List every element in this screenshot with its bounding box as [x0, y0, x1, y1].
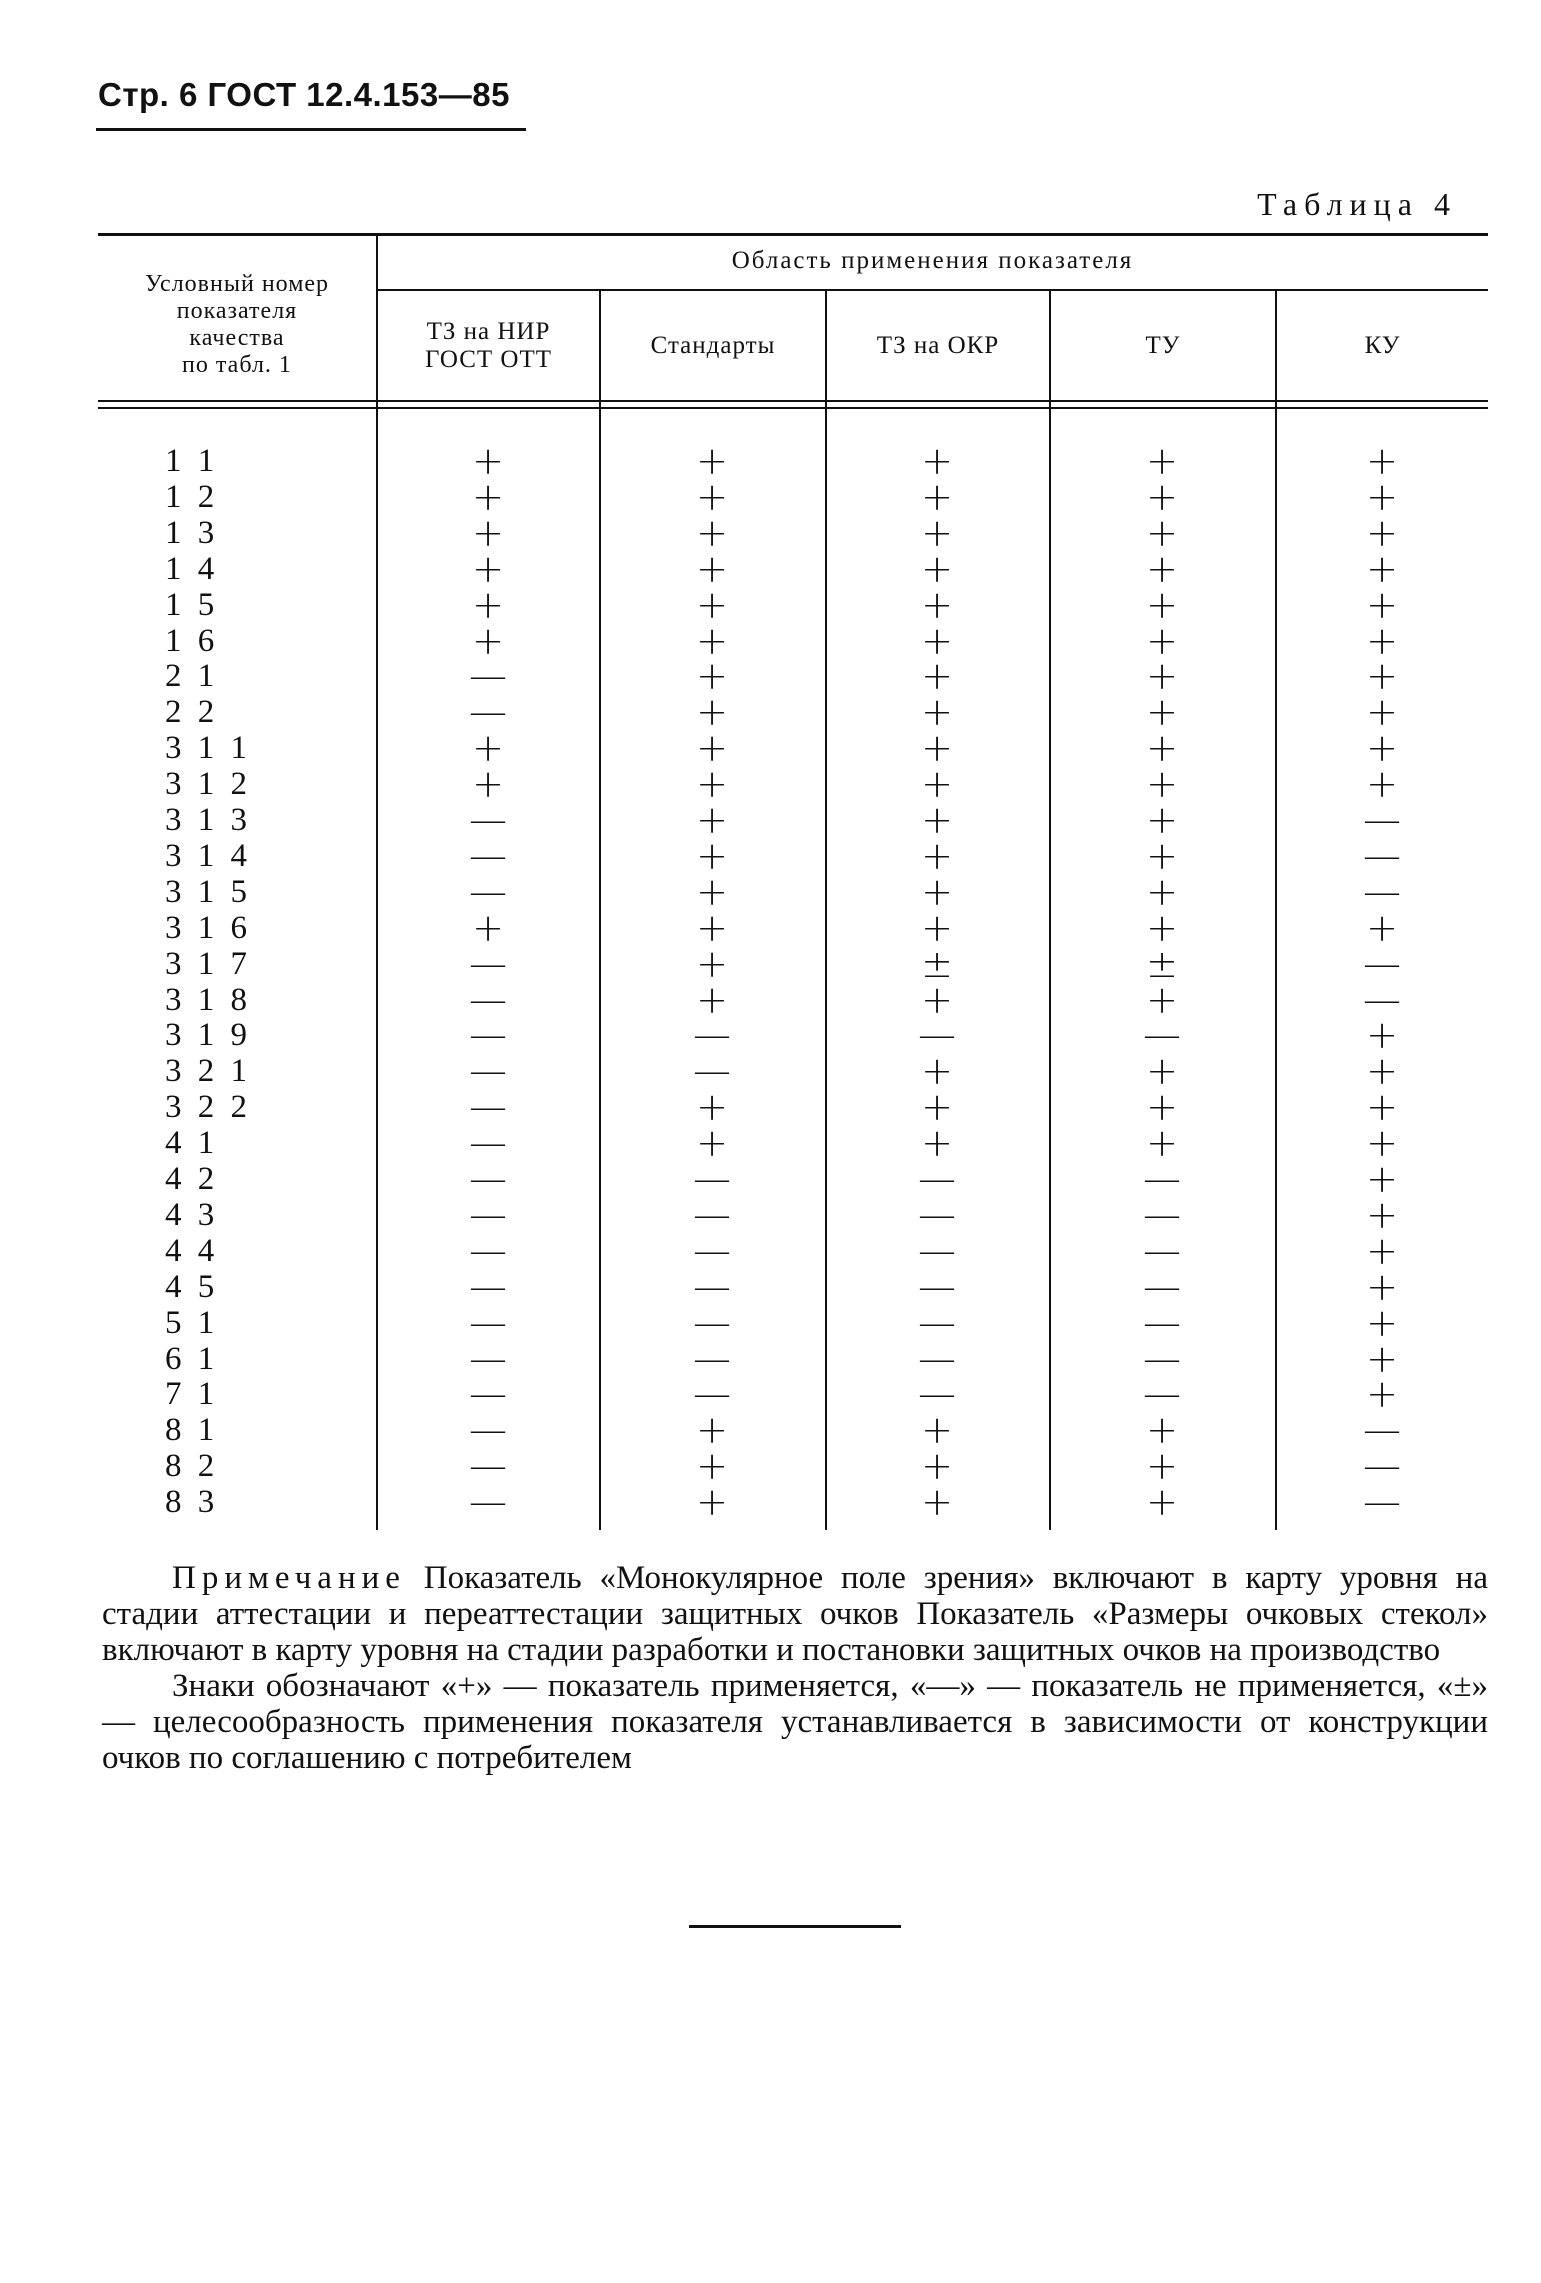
applicability-mark: — — [693, 1301, 731, 1345]
column-header-tz-okr: ТЗ на ОКР — [876, 332, 1000, 359]
applicability-mark: + — [472, 762, 504, 806]
applicability-mark: + — [1366, 619, 1398, 663]
row-number: 3 1 9 — [165, 1017, 251, 1053]
applicability-mark: — — [469, 1372, 507, 1416]
applicability-mark: — — [918, 1157, 956, 1201]
applicability-mark: + — [696, 762, 728, 806]
note-block — [102, 1560, 1488, 1776]
applicability-mark: — — [469, 798, 507, 842]
applicability-mark: + — [1146, 726, 1178, 770]
applicability-mark: + — [921, 511, 953, 555]
row-number: 4 5 — [165, 1269, 219, 1305]
row-number: 1 3 — [165, 515, 219, 551]
applicability-mark: — — [1363, 834, 1401, 878]
applicability-mark: + — [696, 583, 728, 627]
applicability-mark: — — [693, 1193, 731, 1237]
applicability-mark: + — [1366, 1337, 1398, 1381]
applicability-mark: — — [1143, 1157, 1181, 1201]
row-number: 3 1 2 — [165, 766, 251, 802]
applicability-mark: + — [921, 906, 953, 950]
applicability-mark: + — [921, 726, 953, 770]
row-number: 8 2 — [165, 1448, 219, 1484]
applicability-mark: + — [1366, 1049, 1398, 1093]
applicability-mark: — — [1363, 942, 1401, 986]
table-caption: Таблица 4 — [1257, 186, 1457, 222]
applicability-mark: + — [696, 978, 728, 1022]
applicability-mark: — — [1143, 1013, 1181, 1057]
applicability-mark: + — [1366, 1157, 1398, 1201]
applicability-mark: + — [921, 690, 953, 734]
row-number: 3 2 2 — [165, 1089, 251, 1125]
column-divider-1 — [599, 291, 601, 1530]
applicability-mark: + — [472, 439, 504, 483]
column-divider-4 — [1275, 291, 1277, 1530]
applicability-mark: ± — [1146, 942, 1178, 986]
applicability-mark: + — [921, 439, 953, 483]
applicability-mark: + — [921, 583, 953, 627]
applicability-mark: + — [1146, 439, 1178, 483]
applicability-mark: + — [921, 978, 953, 1022]
column-header-tz-nir: ТЗ на НИР ГОСТ ОТТ — [425, 318, 552, 373]
applicability-mark: + — [1146, 1085, 1178, 1129]
row-number: 3 1 5 — [165, 874, 251, 910]
applicability-mark: + — [696, 870, 728, 914]
applicability-mark: — — [469, 1229, 507, 1273]
applicability-mark: + — [696, 798, 728, 842]
applicability-mark: — — [1143, 1372, 1181, 1416]
applicability-mark: + — [1366, 1193, 1398, 1237]
row-number-header: Условный номер показателя качества по табл. 1 — [144, 271, 330, 378]
applicability-mark: + — [1146, 978, 1178, 1022]
applicability-mark: + — [472, 475, 504, 519]
applicability-mark: + — [1146, 690, 1178, 734]
applicability-mark: — — [469, 1193, 507, 1237]
applicability-mark: + — [1146, 511, 1178, 555]
applicability-mark: + — [472, 726, 504, 770]
applicability-mark: + — [1146, 834, 1178, 878]
applicability-mark: + — [696, 1121, 728, 1165]
row-number: 8 1 — [165, 1412, 219, 1448]
applicability-mark: — — [469, 1408, 507, 1452]
applicability-mark: — — [918, 1229, 956, 1273]
applicability-mark: — — [1363, 978, 1401, 1022]
note-label: Примечание — [172, 1560, 406, 1596]
applicability-mark: + — [1366, 1229, 1398, 1273]
applicability-mark: + — [696, 1408, 728, 1452]
applicability-mark: — — [469, 1265, 507, 1309]
applicability-mark: — — [469, 1157, 507, 1201]
applicability-mark: + — [921, 834, 953, 878]
applicability-mark: + — [696, 475, 728, 519]
applicability-mark: + — [1366, 726, 1398, 770]
applicability-mark: — — [1143, 1337, 1181, 1381]
applicability-mark: — — [469, 1049, 507, 1093]
applicability-mark: + — [1366, 1121, 1398, 1165]
applicability-mark: + — [472, 619, 504, 663]
applicability-mark: + — [921, 547, 953, 591]
applicability-mark: + — [1366, 1085, 1398, 1129]
applicability-mark: + — [1366, 583, 1398, 627]
header-bottom-rule-2 — [98, 407, 1488, 409]
applicability-mark: — — [918, 1372, 956, 1416]
applicability-mark: + — [1146, 1121, 1178, 1165]
applicability-mark: — — [1143, 1265, 1181, 1309]
applicability-mark: + — [921, 1444, 953, 1488]
applicability-mark: + — [921, 619, 953, 663]
table-top-rule — [98, 233, 1488, 236]
applicability-mark: + — [1366, 511, 1398, 555]
page-header: Стр. 6 ГОСТ 12.4.153—85 — [98, 76, 510, 113]
applicability-mark: + — [696, 619, 728, 663]
column-divider-3 — [1049, 291, 1051, 1530]
applicability-mark: — — [469, 654, 507, 698]
applicability-mark: — — [918, 1193, 956, 1237]
applicability-mark: — — [469, 1085, 507, 1129]
row-number: 1 4 — [165, 551, 219, 587]
header-underline — [96, 128, 526, 131]
applicability-mark: + — [472, 511, 504, 555]
row-number: 1 1 — [165, 443, 219, 479]
row-number: 1 5 — [165, 587, 219, 623]
applicability-mark: + — [1146, 906, 1178, 950]
applicability-mark: + — [1366, 906, 1398, 950]
applicability-mark: — — [469, 1301, 507, 1345]
row-number: 2 1 — [165, 658, 219, 694]
applicability-mark: — — [469, 978, 507, 1022]
column-divider-2 — [825, 291, 827, 1530]
applicability-mark: — — [693, 1157, 731, 1201]
applicability-mark: + — [696, 1480, 728, 1524]
applicability-mark: + — [921, 475, 953, 519]
applicability-mark: + — [921, 870, 953, 914]
applicability-mark: + — [1146, 475, 1178, 519]
applicability-mark: — — [469, 870, 507, 914]
applicability-mark: — — [469, 1444, 507, 1488]
applicability-mark: + — [472, 547, 504, 591]
row-number: 7 1 — [165, 1376, 219, 1412]
applicability-mark: + — [1146, 1408, 1178, 1452]
column-header-tu: ТУ — [1145, 332, 1181, 359]
applicability-mark: + — [921, 1408, 953, 1452]
applicability-mark: — — [918, 1337, 956, 1381]
group-header-rule — [377, 289, 1488, 291]
row-number: 2 2 — [165, 694, 219, 730]
applicability-mark: — — [693, 1372, 731, 1416]
applicability-mark: + — [696, 906, 728, 950]
applicability-mark: + — [921, 762, 953, 806]
applicability-mark: + — [1146, 1480, 1178, 1524]
applicability-mark: + — [921, 654, 953, 698]
applicability-mark: — — [918, 1013, 956, 1057]
applicability-mark: + — [696, 690, 728, 734]
applicability-mark: — — [1363, 1408, 1401, 1452]
applicability-mark: + — [696, 511, 728, 555]
applicability-mark: + — [696, 1444, 728, 1488]
applicability-mark: ± — [921, 942, 953, 986]
column-header-standards: Стандарты — [650, 332, 776, 359]
applicability-mark: + — [1366, 690, 1398, 734]
applicability-mark: + — [1366, 1301, 1398, 1345]
applicability-mark: — — [1143, 1229, 1181, 1273]
footer-rule — [689, 1925, 901, 1928]
applicability-mark: — — [1363, 1480, 1401, 1524]
row-number: 1 2 — [165, 479, 219, 515]
row-number: 4 1 — [165, 1125, 219, 1161]
applicability-mark: + — [696, 942, 728, 986]
applicability-mark: + — [696, 439, 728, 483]
applicability-mark: + — [1366, 547, 1398, 591]
row-number: 4 2 — [165, 1161, 219, 1197]
applicability-mark: — — [469, 1013, 507, 1057]
applicability-mark: — — [1143, 1301, 1181, 1345]
column-header-ku: КУ — [1364, 332, 1401, 359]
note-text-1: Показатель «Монокулярное поле зрения» включают в карту уровня на стадии аттестации и переаттестации защитных очков Показатель «Размеры очковых стекол» включают в карту уровня на стадии разработки и постановки защитных очков на производство — [102, 1560, 1488, 1668]
applicability-mark: + — [696, 1085, 728, 1129]
applicability-mark: — — [469, 690, 507, 734]
row-number: 5 1 — [165, 1305, 219, 1341]
applicability-mark: + — [1366, 1265, 1398, 1309]
row-number: 3 1 8 — [165, 982, 251, 1018]
row-number: 3 1 1 — [165, 730, 251, 766]
applicability-mark: + — [921, 1049, 953, 1093]
applicability-mark: + — [1366, 1013, 1398, 1057]
applicability-mark: + — [1146, 619, 1178, 663]
applicability-mark: + — [921, 798, 953, 842]
applicability-mark: — — [1363, 798, 1401, 842]
applicability-mark: + — [1146, 1444, 1178, 1488]
applicability-mark: + — [1146, 547, 1178, 591]
applicability-mark: — — [693, 1049, 731, 1093]
row-number: 6 1 — [165, 1341, 219, 1377]
applicability-mark: — — [1143, 1193, 1181, 1237]
applicability-mark: — — [469, 1337, 507, 1381]
applicability-mark: + — [696, 654, 728, 698]
row-number: 3 1 7 — [165, 946, 251, 982]
applicability-mark: — — [918, 1265, 956, 1309]
applicability-mark: + — [1366, 475, 1398, 519]
applicability-mark: — — [693, 1265, 731, 1309]
header-bottom-rule-1 — [98, 400, 1488, 402]
note-paragraph-1 — [102, 1560, 1488, 1668]
applicability-mark: — — [469, 834, 507, 878]
applicability-mark: + — [696, 834, 728, 878]
applicability-mark: + — [696, 547, 728, 591]
applicability-mark: + — [921, 1121, 953, 1165]
row-number: 4 4 — [165, 1233, 219, 1269]
applicability-mark: + — [1366, 439, 1398, 483]
column-divider-0 — [376, 236, 378, 1530]
applicability-mark: — — [1363, 1444, 1401, 1488]
row-number: 3 1 3 — [165, 802, 251, 838]
application-area-header: Область применения показателя — [731, 247, 1134, 274]
row-number: 4 3 — [165, 1197, 219, 1233]
applicability-mark: + — [696, 726, 728, 770]
row-number: 3 2 1 — [165, 1053, 251, 1089]
applicability-mark: + — [1146, 1049, 1178, 1093]
applicability-mark: — — [1363, 870, 1401, 914]
applicability-mark: — — [469, 1480, 507, 1524]
applicability-mark: + — [472, 906, 504, 950]
applicability-mark: + — [921, 1085, 953, 1129]
applicability-mark: + — [1146, 762, 1178, 806]
applicability-mark: + — [921, 1480, 953, 1524]
applicability-mark: + — [472, 583, 504, 627]
applicability-mark: + — [1366, 1372, 1398, 1416]
row-number: 3 1 6 — [165, 910, 251, 946]
applicability-mark: — — [469, 942, 507, 986]
applicability-mark: — — [693, 1013, 731, 1057]
applicability-mark: — — [693, 1229, 731, 1273]
applicability-mark: — — [918, 1301, 956, 1345]
applicability-mark: — — [693, 1337, 731, 1381]
note-paragraph-2: Знаки обозначают «+» — показатель применяется, «—» — показатель не применяется, «±» — целесообразность применения показателя устанавливается в зависимости от конструкции очков по соглашению с потребителем — [102, 1668, 1488, 1776]
applicability-mark: — — [469, 1121, 507, 1165]
row-number: 3 1 4 — [165, 838, 251, 874]
applicability-mark: + — [1366, 762, 1398, 806]
applicability-mark: + — [1146, 654, 1178, 698]
applicability-mark: + — [1146, 583, 1178, 627]
row-number: 1 6 — [165, 623, 219, 659]
applicability-mark: + — [1146, 870, 1178, 914]
row-number: 8 3 — [165, 1484, 219, 1520]
applicability-mark: + — [1366, 654, 1398, 698]
applicability-mark: + — [1146, 798, 1178, 842]
